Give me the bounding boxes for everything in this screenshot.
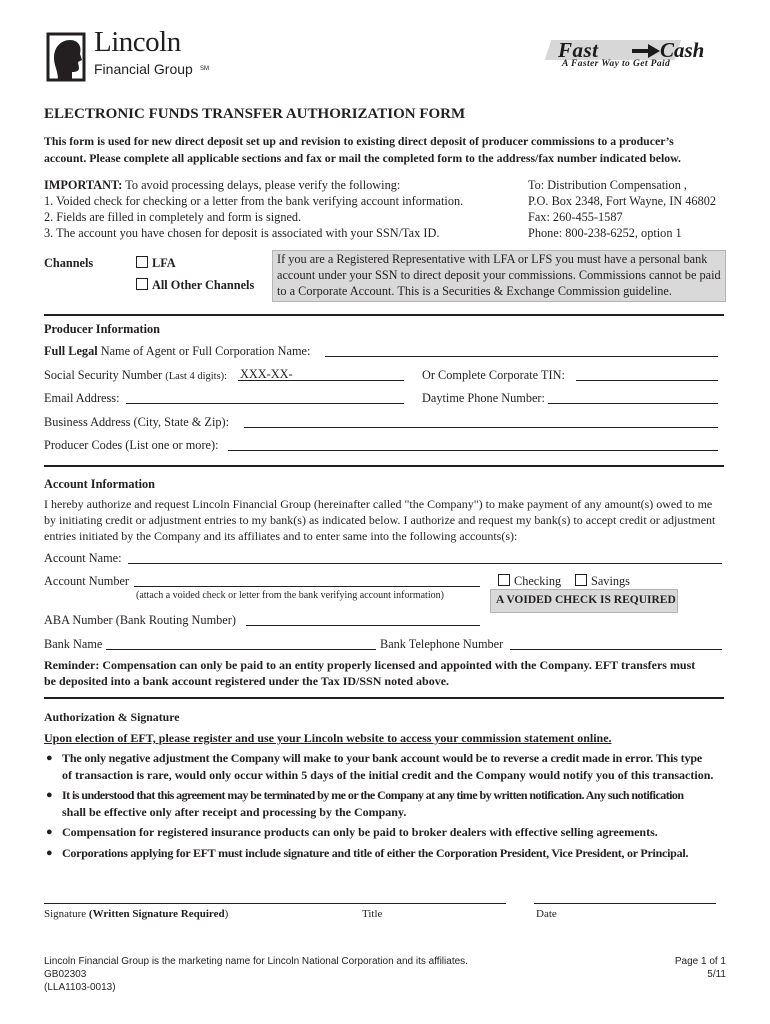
checking-label: Checking	[514, 574, 562, 588]
authorization-heading: Authorization & Signature	[44, 710, 180, 724]
fast-cash-logo	[548, 40, 728, 74]
daytime-phone-label: Daytime Phone Number:	[422, 391, 545, 405]
channels-label: Channels	[44, 256, 94, 270]
bullet-4-text: Corporations applying for EFT must include signature and title of either the Corporation President, Vice President, or Principal.	[62, 846, 689, 860]
title-label: Title	[362, 908, 383, 920]
bank-name-field[interactable]	[106, 649, 376, 650]
lincoln-subtitle: Financial Group	[94, 61, 193, 77]
important-line	[44, 178, 400, 193]
footer-form-number: GB02303	[44, 969, 87, 980]
account-number-label: Account Number	[44, 574, 130, 588]
full-legal-label: Full Legal	[44, 344, 98, 358]
channels-note-line-2: account under your SSN to direct deposit your commissions. Commissions cannot be paid	[277, 268, 721, 282]
reminder-line-2: be deposited into a bank account registered under the Tax ID/SSN noted above.	[44, 674, 450, 688]
arrow-right-icon	[632, 44, 660, 58]
fast-cash-tagline: A Faster Way to Get Paid	[562, 59, 671, 69]
signature-label	[44, 908, 228, 920]
email-label: Email Address:	[44, 391, 120, 405]
important-text: To avoid processing delays, please verify the following:	[122, 178, 401, 192]
ssn-field[interactable]	[238, 380, 404, 381]
account-number-hint: (attach a voided check or letter from the bank verifying account information)	[136, 590, 444, 601]
section-divider	[44, 465, 724, 467]
daytime-phone-field[interactable]	[548, 403, 718, 404]
contact-to: To: Distribution Compensation ,	[528, 178, 687, 192]
bullet-3: ●	[46, 826, 53, 838]
bullet-2-line-2: shall be effective only after receipt and processing by the Company.	[62, 805, 407, 819]
bullet-4: ●	[46, 847, 53, 859]
footer-marketing: Lincoln Financial Group is the marketing name for Lincoln National Corporation and its affiliates.	[44, 956, 468, 967]
aba-field[interactable]	[246, 625, 480, 626]
savings-label: Savings	[591, 574, 630, 588]
producer-name-label	[44, 344, 310, 359]
bank-name-label: Bank Name	[44, 637, 103, 651]
ssn-prefilled: XXX-XX-	[240, 367, 293, 381]
account-para-line-1: I hereby authorize and request Lincoln Financial Group (hereinafter called "the Company") to make payment of any amount(s) owed to me	[44, 497, 713, 511]
fast-cash-title-cash: Cash	[660, 38, 705, 62]
other-channels-checkbox[interactable]	[136, 278, 148, 290]
channel-other-option[interactable]	[136, 278, 254, 293]
account-name-label: Account Name:	[44, 551, 122, 565]
footer-page-number: Page 1 of 1	[674, 956, 726, 967]
lfa-label: LFA	[152, 256, 176, 270]
producer-codes-label: Producer Codes (List one or more):	[44, 438, 219, 452]
account-name-field[interactable]	[128, 563, 722, 564]
checking-checkbox[interactable]	[498, 574, 510, 586]
important-item-3: 3. The account you have chosen for deposit is associated with your SSN/Tax ID.	[44, 226, 440, 240]
form-title: ELECTRONIC FUNDS TRANSFER AUTHORIZATION FORM	[44, 106, 466, 122]
bullet-2: ●	[46, 789, 53, 801]
date-label: Date	[536, 908, 557, 920]
important-item-2: 2. Fields are filled in completely and form is signed.	[44, 210, 302, 224]
voided-check-text: A VOIDED CHECK IS REQUIRED	[496, 594, 676, 606]
savings-option[interactable]	[575, 574, 630, 589]
lincoln-sm-mark: SM	[200, 66, 209, 72]
lincoln-profile-icon	[44, 32, 88, 82]
voided-check-notice	[490, 589, 678, 613]
bullet-1-line-1: The only negative adjustment the Company will make to your bank account would be to reverse a credit made in error. This type	[62, 751, 703, 765]
savings-checkbox[interactable]	[575, 574, 587, 586]
signature-required-text: (Written Signature Required	[88, 908, 225, 920]
other-channels-label: All Other Channels	[152, 278, 255, 292]
business-address-label: Business Address (City, State & Zip):	[44, 415, 230, 429]
important-label: IMPORTANT:	[44, 178, 123, 192]
lincoln-wordmark: Lincoln	[94, 26, 181, 58]
ssn-hint: (Last 4 digits):	[165, 371, 228, 382]
contact-phone: Phone: 800-238-6252, option 1	[528, 226, 682, 240]
fast-cash-title-fast: Fast	[558, 38, 599, 62]
lincoln-logo	[44, 26, 209, 84]
account-para-line-3: entries initiated by the Company and its affiliates and to enter same into the following accounts(s):	[44, 529, 518, 543]
signature-label-text: Signature	[44, 908, 87, 920]
footer-form-code: (LLA1103-0013)	[44, 982, 116, 993]
lfa-checkbox[interactable]	[136, 256, 148, 268]
business-address-field[interactable]	[244, 427, 718, 428]
intro-line-1: This form is used for new direct deposit set up and revision to existing direct deposit of producer commissions to a producer’s	[44, 134, 674, 148]
producer-heading: Producer Information	[44, 322, 161, 336]
bullet-1: ●	[46, 752, 53, 764]
bank-phone-label: Bank Telephone Number	[380, 637, 504, 651]
website-notice: Upon election of EFT, please register and use your Lincoln website to access your commission statement online.	[44, 731, 612, 745]
producer-name-field[interactable]	[325, 356, 718, 357]
section-divider	[44, 314, 724, 316]
account-number-field[interactable]	[134, 586, 480, 587]
producer-codes-field[interactable]	[228, 450, 718, 451]
channel-lfa-option[interactable]	[136, 256, 176, 271]
date-field[interactable]	[534, 903, 716, 904]
checking-option[interactable]	[498, 574, 561, 589]
aba-label: ABA Number (Bank Routing Number)	[44, 613, 236, 627]
section-divider	[44, 697, 724, 699]
email-field[interactable]	[126, 403, 404, 404]
account-para-line-2: by initiating credit or adjustment entries to my bank(s) as indicated below. I authorize and request my bank(s) to accept credit or adjustment	[44, 513, 716, 527]
contact-fax: Fax: 260-455-1587	[528, 210, 623, 224]
channels-note-line-3: to a Corporate Account. This is a Securities & Exchange Commission guideline.	[277, 284, 672, 298]
bank-phone-field[interactable]	[510, 649, 722, 650]
ssn-label	[44, 368, 227, 383]
tin-field[interactable]	[576, 380, 718, 381]
tin-label: Or Complete Corporate TIN:	[422, 368, 565, 382]
channels-note-box	[272, 250, 726, 302]
bullet-3-text: Compensation for registered insurance products can only be paid to broker dealers with effective selling agreements.	[62, 825, 658, 839]
channels-note-line-1: If you are a Registered Representative with LFA or LFS you must have a personal bank	[277, 252, 708, 266]
bullet-1-line-2: of transaction is rare, would only occur within 5 days of the initial credit and the Company would notify you of this transaction.	[62, 768, 714, 782]
ssn-label-text: Social Security Number	[44, 368, 163, 382]
bullet-2-line-1: It is understood that this agreement may be terminated by me or the Company at any time by written notification. Any such notification	[62, 788, 684, 802]
signature-close-paren: )	[224, 908, 229, 920]
account-heading: Account Information	[44, 477, 156, 491]
contact-address: P.O. Box 2348, Fort Wayne, IN 46802	[528, 194, 717, 208]
reminder-line-1: Reminder: Compensation can only be paid to an entity properly licensed and appointed with the Company. EFT transfers must	[44, 658, 696, 672]
name-label: Name of Agent or Full Corporation Name:	[97, 344, 311, 358]
footer-date: 5/11	[707, 969, 726, 980]
important-item-1: 1. Voided check for checking or a letter from the bank verifying account information.	[44, 194, 464, 208]
signature-title-field[interactable]	[44, 903, 506, 904]
intro-line-2: account. Please complete all applicable sections and fax or mail the completed form to the address/fax number indicated below.	[44, 151, 681, 165]
